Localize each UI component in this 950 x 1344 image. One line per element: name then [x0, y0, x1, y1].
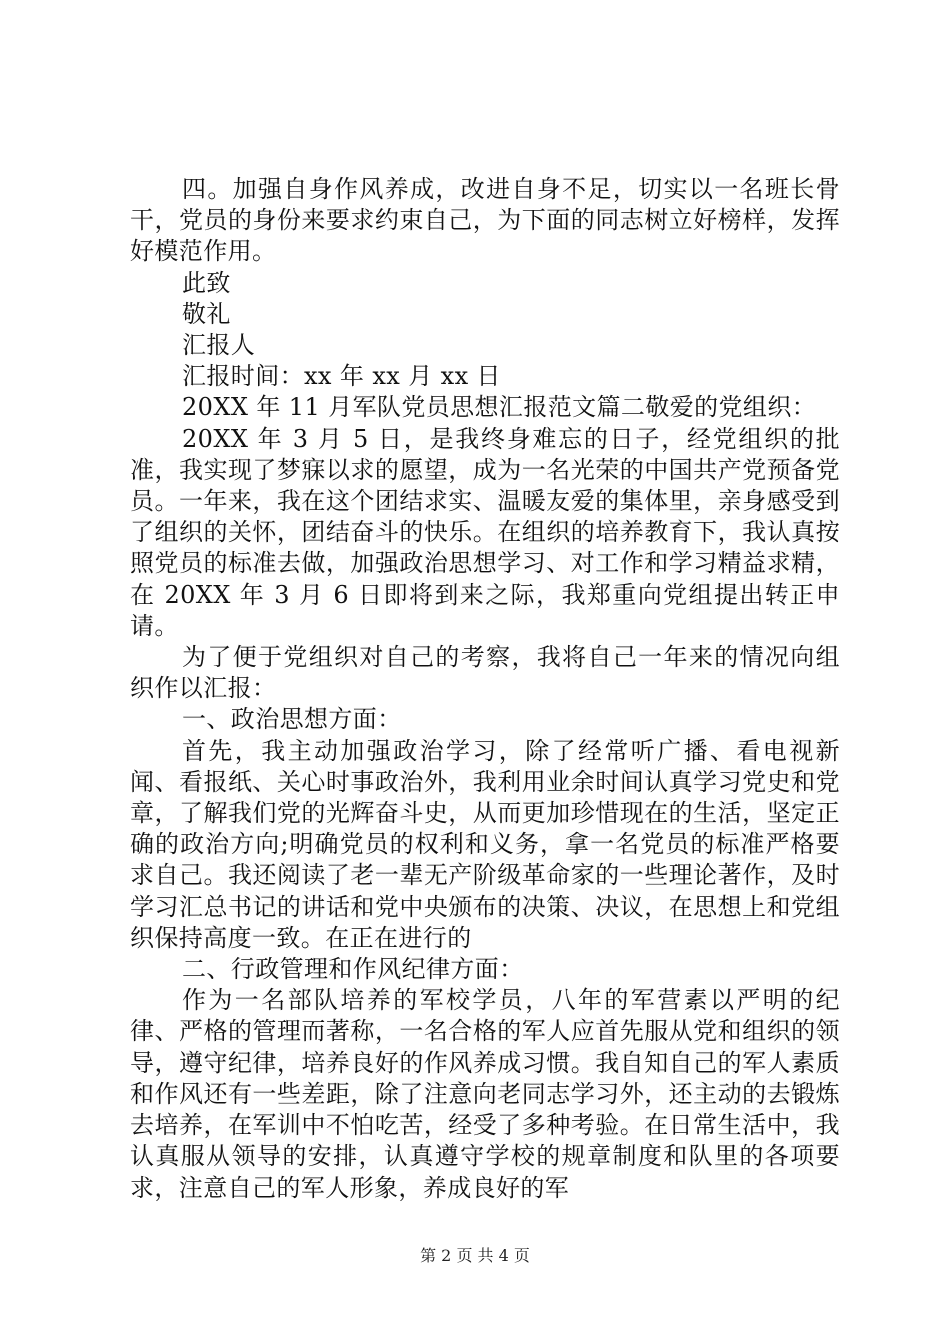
reporter-label: 汇报人 — [182, 331, 256, 360]
section-title-article-two: 20XX 年 11 月军队党员思想汇报范文篇二敬爱的党组织： — [182, 393, 817, 422]
paragraph-intro: 20XX 年 3 月 5 日，是我终身难忘的日子，经党组织的批准，我实现了梦寐以求的愿望，成为一名光荣的中国共产党预备党员。一年来，我在这个团结求实、温暖友爱的集体里，亲身感受到了组织的关怀，团结奋斗的快乐。在组织的培养教育下，我认真按照党员的标准去做，加强政治思想学习、对工作和学习精益求精，在 20XX 年 3 月 6 日即将到来之际，我郑重向党组提出转正申请。 — [130, 424, 840, 640]
closing-cizhi: 此致 — [182, 268, 231, 297]
paragraph-item-four: 四。加强自身作风养成，改进自身不足，切实以一名班长骨干，党员的身份来要求约束自己，为下面的同志树立好榜样，发挥好模范作用。 — [130, 175, 840, 266]
page-footer: 第 2 页 共 4 页 — [420, 1246, 530, 1265]
paragraph-political-thought: 首先，我主动加强政治学习，除了经常听广播、看电视新闻、看报纸、关心时事政治外，我利用业余时间认真学习党史和党章，了解我们党的光辉奋斗史，从而更加珍惜现在的生活，坚定正确的政治方向;明确党员的权利和义务，拿一名党员的标准严格要求自己。我还阅读了老一辈无产阶级革命家的一些理论著作，及时学习汇总书记的讲话和党中央颁布的决策、决议，在思想上和党组织保持高度一致。在正在进行的 — [130, 736, 840, 952]
paragraph-purpose: 为了便于党组织对自己的考察，我将自己一年来的情况向组织作以汇报： — [130, 643, 840, 703]
paragraph-administration-discipline: 作为一名部队培养的军校学员，八年的军营素以严明的纪律、严格的管理而著称，一名合格的军人应首先服从党和组织的领导，遵守纪律，培养良好的作风养成习惯。我自知自己的军人素质和作风还有一些差距，除了注意向老同志学习外，还主动的去锻炼去培养，在军训中不怕吃苦，经受了多种考验。在日常生活中，我认真服从领导的安排，认真遵守学校的规章制度和队里的各项要求，注意自己的军人形象，养成良好的军 — [130, 986, 840, 1202]
closing-jingli: 敬礼 — [182, 299, 231, 328]
report-date: 汇报时间：xx 年 xx 月 xx 日 — [182, 362, 501, 391]
document-body — [130, 174, 840, 1204]
heading-administration-discipline: 二、行政管理和作风纪律方面： — [182, 955, 524, 984]
heading-political-thought: 一、政治思想方面： — [182, 705, 402, 734]
